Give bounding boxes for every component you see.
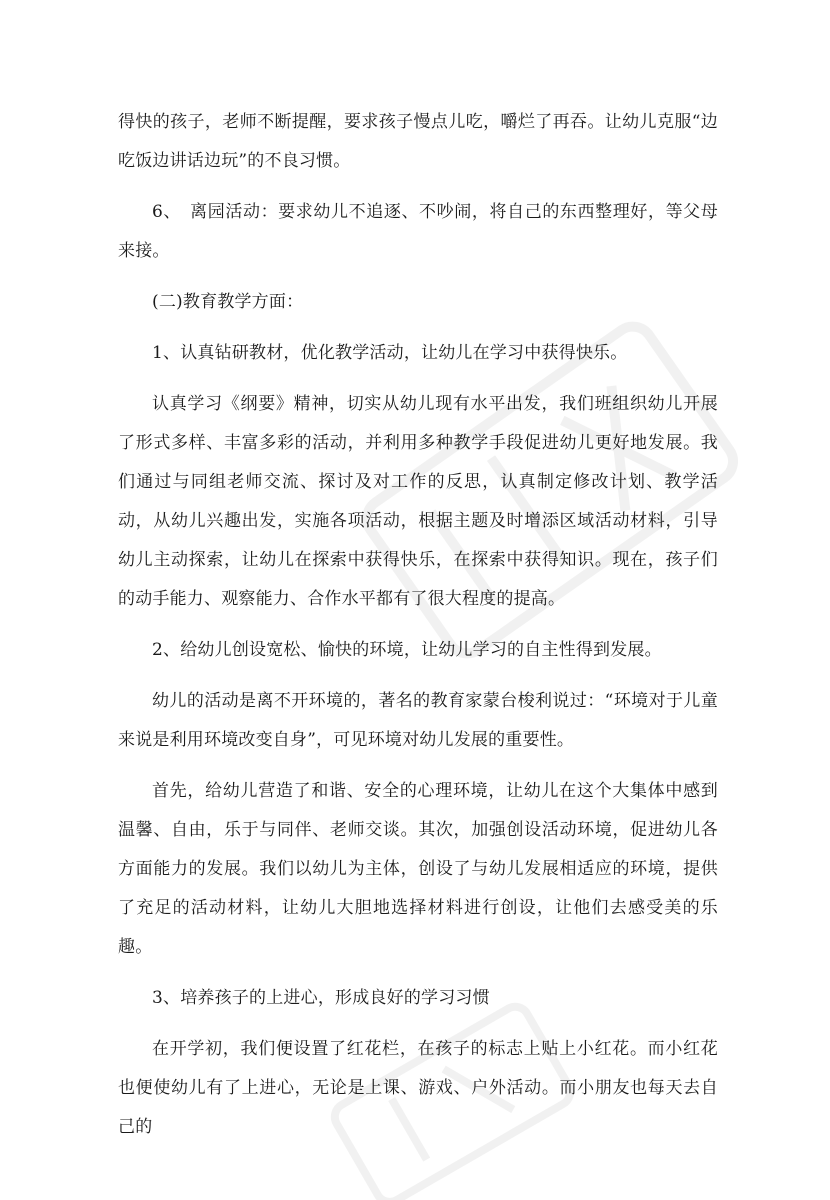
paragraph: 得快的孩子，老师不断提醒，要求孩子慢点儿吃，嚼烂了再吞。让幼儿克服“边吃饭边讲话边玩”的不良习惯。 <box>118 112 718 171</box>
paragraph: 首先，给幼儿营造了和谐、安全的心理环境，让幼儿在这个大集体中感到温馨、自由，乐于与同伴、老师交谈。其次，加强创设活动环境，促进幼儿各方面能力的发展。我们以幼儿为主体，创设了与幼儿发展相适应的环境，提供了充足的活动材料，让幼儿大胆地选择材料进行创设，让他们去感受美的乐趣。 <box>118 781 718 957</box>
paragraph: 幼儿的活动是离不开环境的，著名的教育家蒙台梭利说过：“环境对于儿童来说是利用环境改变自身”，可见环境对幼儿发展的重要性。 <box>118 691 718 750</box>
paragraph: 在开学初，我们便设置了红花栏，在孩子的标志上贴上小红花。而小红花也便使幼儿有了上进心，无论是上课、游戏、户外活动。而小朋友也每天去自己的 <box>118 1039 718 1137</box>
section-heading: (二)教育教学方面： <box>152 292 304 312</box>
paragraph: 认真学习《纲要》精神，切实从幼儿现有水平出发，我们班组织幼儿开展了形式多样、丰富多彩的活动，并利用多种教学手段促进幼儿更好地发展。我们通过与同组老师交流、探讨及对工作的反思，认真制定修改计划、教学活动，从幼儿兴趣出发，实施各项活动，根据主题及时增添区域活动材料，引导幼儿主动探索，让幼儿在探索中获得快乐，在探索中获得知识。现在，孩子们的动手能力、观察能力、合作水平都有了很大程度的提高。 <box>118 394 718 609</box>
paragraph: 6、 离园活动：要求幼儿不追逐、不吵闹，将自己的东西整理好，等父母来接。 <box>118 202 718 261</box>
subsection-heading: 3、培养孩子的上进心，形成良好的学习习惯 <box>152 988 490 1008</box>
document-body <box>118 103 718 1159</box>
subsection-heading: 2、给幼儿创设宽松、愉快的环境，让幼儿学习的自主性得到发展。 <box>152 640 662 660</box>
subsection-heading: 1、认真钻研教材，优化教学活动，让幼儿在学习中获得快乐。 <box>152 343 628 363</box>
